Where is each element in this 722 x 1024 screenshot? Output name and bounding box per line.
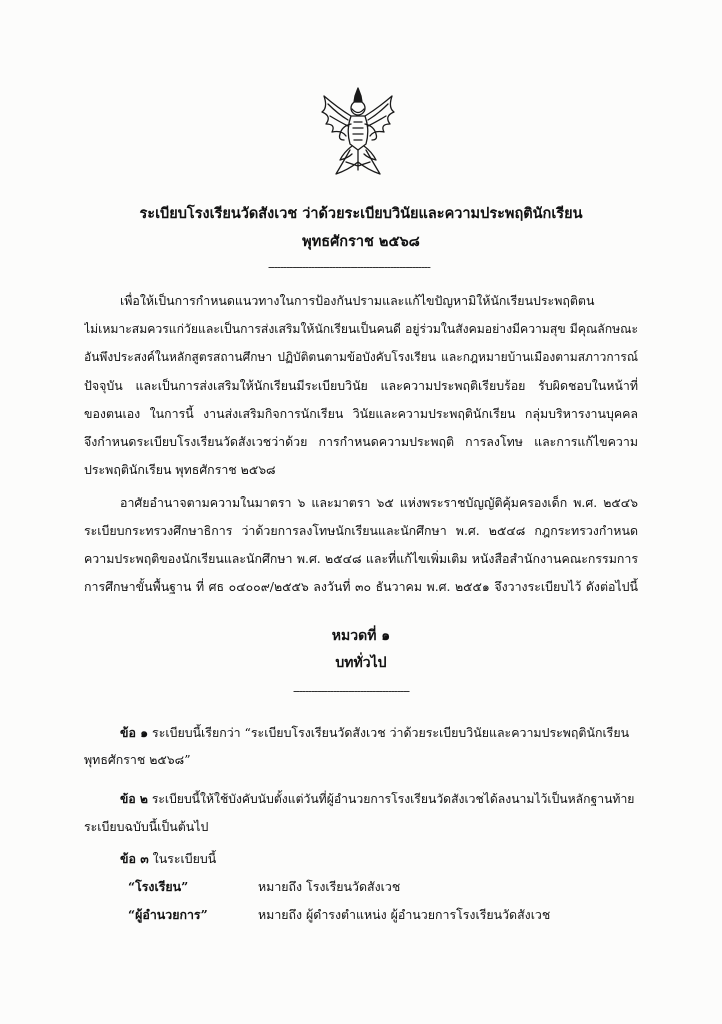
authority-line: อาศัยอำนาจตามความในมาตรา ๖ และมาตรา ๖๕ แห่งพระราชบัญญัติคุ้มครองเด็ก พ.ศ. ๒๕๔๖ (120, 495, 638, 510)
definition-term-director: “ผู้อำนวยการ” (128, 907, 208, 922)
clause-2-label: ข้อ ๒ (120, 792, 148, 806)
authority-line: การศึกษาขั้นพื้นฐาน ที่ ศธ ๐๔๐๐๙/๒๕๕๖ ลงวันที่ ๓๐ ธันวาคม พ.ศ. ๒๕๕๑ จึงวางระเบียบไว้ ดังต่อไปนี้ (84, 579, 638, 594)
preamble-line: ของตนเอง ในการนี้ งานส่งเสริมกิจการนักเรียน วินัยและความประพฤตินักเรียน กลุ่มบริหารงานบุคคล (84, 406, 638, 421)
clause-3-text: ในระเบียบนี้ (152, 851, 217, 866)
preamble-line: ปัจจุบัน และเป็นการส่งเสริมให้นักเรียนมีระเบียบวินัย และความประพฤติเรียบร้อย รับผิดชอบในหน้าที่ (84, 378, 638, 393)
clause-3 (120, 850, 638, 868)
preamble-line: ไม่เหมาะสมควรแก่วัยและเป็นการส่งเสริมให้นักเรียนเป็นคนดี อยู่ร่วมในสังคมอย่างมีความสุข มีคุณลักษณะ (84, 322, 638, 336)
authority-line: ระเบียบกระทรวงศึกษาธิการ ว่าด้วยการลงโทษนักเรียนและนักศึกษา พ.ศ. ๒๕๔๘ กฎกระทรวงกำหนด (84, 523, 638, 538)
definition-meaning-school: หมายถึง โรงเรียนวัดสังเวช (258, 879, 401, 894)
chapter-number: หมวดที่ ๑ (331, 628, 391, 644)
clause-1-continuation: พุทธศักราช ๒๕๖๘” (84, 752, 191, 767)
preamble-line: อันพึงประสงค์ในหลักสูตรสถานศึกษา ปฏิบัติตนตามข้อบังคับโรงเรียน และกฎหมายบ้านเมืองตามสภาวการณ์ (84, 350, 638, 364)
document-title-year: พุทธศักราช ๒๕๖๘ (302, 233, 420, 250)
clause-1-text: ระเบียบนี้เรียกว่า “ระเบียบโรงเรียนวัดสังเวช ว่าด้วยระเบียบวินัยและความประพฤตินักเรียน (152, 725, 630, 740)
definition-term-school: “โรงเรียน” (128, 879, 189, 894)
title-divider: ----------------------------------------------------- (268, 260, 430, 274)
preamble-line: ประพฤตินักเรียน พุทธศักราช ๒๕๖๘ (84, 462, 276, 477)
authority-line: ความประพฤติของนักเรียนและนักศึกษา พ.ศ. ๒๕๔๘ และที่แก้ไขเพิ่มเติม หนังสือสำนักงานคณะกรรมการ (84, 551, 638, 566)
clause-3-label: ข้อ ๓ (120, 851, 149, 866)
clause-1 (120, 724, 638, 742)
garuda-emblem-icon (318, 86, 398, 178)
chapter-title: บททั่วไป (335, 655, 387, 671)
chapter-divider: -------------------------------------- (293, 684, 410, 698)
clause-2-continuation: ระเบียบฉบับนี้เป็นต้นไป (84, 819, 209, 834)
clause-2-text: ระเบียบนี้ให้ใช้บังคับนับตั้งแต่วันที่ผู้อำนวยการโรงเรียนวัดสังเวชได้ลงนามไว้เป็นหลักฐานท้าย (151, 792, 635, 806)
preamble-line: เพื่อให้เป็นการกำหนดแนวทางในการป้องกันปรามและแก้ไขปัญหามิให้นักเรียนประพฤติตน (120, 293, 595, 308)
definition-meaning-director: หมายถึง ผู้ดำรงตำแหน่ง ผู้อำนวยการโรงเรียนวัดสังเวช (258, 907, 551, 922)
clause-2 (120, 790, 638, 808)
clause-1-label: ข้อ ๑ (120, 725, 149, 740)
document-title: ระเบียบโรงเรียนวัดสังเวช ว่าด้วยระเบียบวินัยและความประพฤตินักเรียน (139, 205, 583, 222)
preamble-line: จึงกำหนดระเบียบโรงเรียนวัดสังเวชว่าด้วย การกำหนดความประพฤติ การลงโทษ และการแก้ไขความ (84, 434, 638, 449)
